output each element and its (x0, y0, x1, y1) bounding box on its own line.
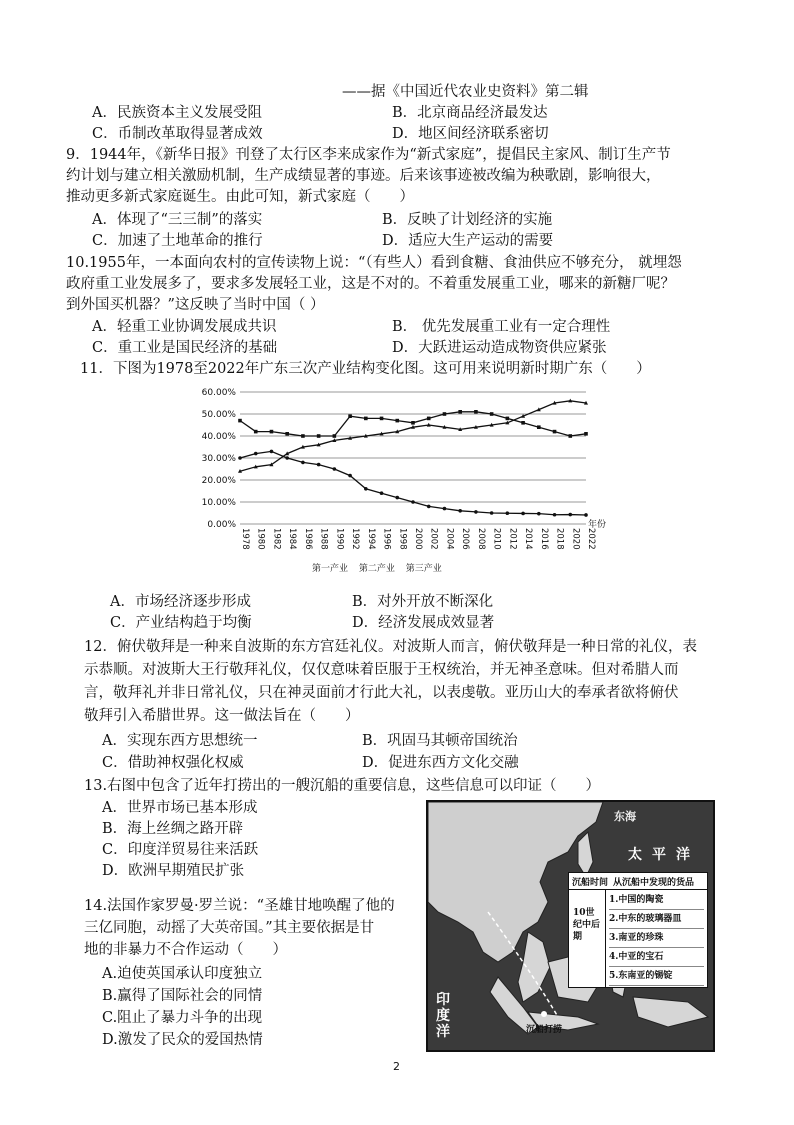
map-label-pacific: 太平洋 (628, 847, 700, 863)
data-point (254, 430, 258, 434)
y-tick-label: 0.00% (207, 520, 236, 530)
data-point (333, 467, 337, 471)
q14-option-c[interactable]: C.阻止了暴力斗争的出现 (102, 1010, 263, 1026)
q8-option-a[interactable]: A．民族资本主义发展受阻 (92, 105, 262, 121)
data-point (333, 434, 337, 438)
goods-item: 5.东南亚的锡锭 (609, 967, 704, 986)
q13-option-d[interactable]: D．欧洲早期殖民扩张 (102, 863, 245, 879)
source-citation: ——据《中国近代农业史资料》第二辑 (342, 84, 589, 100)
legend-series-3: 第三产业 (405, 564, 442, 574)
q12-stem-line1: 12．俯伏敬拜是一种来自波斯的东方宫廷礼仪。对波斯人而言，俯伏敬拜是一种日常的礼仪，表 (84, 639, 697, 655)
data-point (380, 491, 384, 495)
goods-item: 3.南亚的珍珠 (609, 929, 704, 948)
x-tick-label: 2006 (460, 528, 471, 550)
q8-option-d[interactable]: D．地区间经济联系密切 (392, 126, 549, 142)
data-point (443, 507, 447, 511)
x-tick-label: 1988 (318, 528, 329, 550)
goods-item: 4.中亚的宝石 (609, 948, 704, 967)
data-point (395, 496, 399, 500)
data-point (395, 419, 399, 423)
x-tick-label: 2014 (523, 528, 534, 550)
q10-option-c[interactable]: C．重工业是国民经济的基础 (92, 340, 278, 356)
q9-stem-line1: 9．1944年，《新华日报》刊登了太行区李来成家作为“新式家庭”，提倡民主家风、制订生产节 (66, 147, 671, 163)
data-point (364, 417, 368, 421)
q13-stem: 13.右图中包含了近年打捞出的一艘沉船的重要信息，这些信息可以印证（ ） (84, 778, 601, 794)
q9-stem-line3: 推动更多新式家庭诞生。由此可知，新式家庭（ ） (66, 189, 414, 205)
q12-option-b[interactable]: B．巩固马其顿帝国统治 (362, 733, 518, 749)
data-point (584, 513, 588, 517)
chart-svg (196, 384, 614, 562)
q8-option-b[interactable]: B．北京商品经济最发达 (392, 105, 548, 121)
data-point (458, 410, 462, 414)
shipwreck-goods-table (568, 872, 708, 988)
q8-option-c[interactable]: C．币制改革取得显著成效 (92, 126, 263, 142)
data-point (238, 419, 242, 423)
y-tick-label: 10.00% (201, 498, 236, 508)
data-point (537, 425, 541, 429)
data-point (553, 430, 557, 434)
x-tick-label: 2012 (507, 528, 518, 550)
data-point (521, 421, 525, 425)
x-tick-label: 2018 (554, 528, 565, 550)
x-tick-label: 1996 (381, 528, 392, 550)
table-goods-list (609, 891, 704, 986)
x-tick-label: 1992 (350, 528, 361, 550)
q12-option-c[interactable]: C．借助神权强化权威 (102, 755, 244, 771)
table-period: 10世纪中后期 (573, 908, 601, 942)
data-point (490, 412, 494, 416)
q9-option-d[interactable]: D．适应大生产运动的需要 (382, 233, 554, 249)
data-point (427, 505, 431, 509)
x-tick-label: 1998 (397, 528, 408, 550)
data-point (348, 474, 352, 478)
data-point (568, 434, 572, 438)
industry-structure-chart (196, 384, 614, 582)
x-tick-label: 2004 (444, 528, 455, 550)
page-number: 2 (393, 1060, 400, 1073)
data-point (521, 512, 525, 516)
legend-series-1: 第一产业 (312, 564, 349, 574)
goods-item: 2.中东的玻璃器皿 (609, 910, 704, 929)
q14-stem-line3: 地的非暴力不合作运动（ ） (84, 942, 287, 958)
q12-option-a[interactable]: A．实现东西方思想统一 (102, 733, 258, 749)
data-point (443, 412, 447, 416)
data-point (568, 513, 572, 517)
data-point (238, 456, 242, 460)
q9-option-c[interactable]: C．加速了土地革命的推行 (92, 233, 263, 249)
q13-option-b[interactable]: B．海上丝绸之路开辟 (102, 821, 244, 837)
table-period-cell (569, 889, 606, 987)
map-label-east-sea: 东海 (614, 810, 636, 823)
table-header-time: 沉船时间 (572, 878, 609, 888)
x-tick-label: 1990 (334, 528, 345, 550)
data-point (490, 511, 494, 515)
q13-option-c[interactable]: C．印度洋贸易往来活跃 (102, 842, 259, 858)
q11-option-b[interactable]: B．对外开放不断深化 (352, 594, 494, 610)
x-tick-label: 1982 (271, 528, 282, 550)
x-tick-label: 2000 (413, 528, 423, 550)
y-tick-label: 40.00% (201, 432, 236, 442)
data-point (411, 500, 415, 504)
series-line-1 (240, 451, 586, 515)
table-header (569, 873, 707, 890)
q14-stem-line1: 14.法国作家罗曼·罗兰说：“圣雄甘地唤醒了他的 (84, 898, 395, 914)
x-tick-label: 1980 (255, 528, 266, 550)
data-point (348, 414, 352, 418)
data-point (506, 417, 510, 421)
q10-option-d[interactable]: D．大跃进运动造成物资供应紧张 (392, 340, 607, 356)
data-point (506, 511, 510, 515)
x-tick-label: 2022 (586, 528, 596, 550)
map-label-shipwreck: 沉船打捞 (526, 1025, 563, 1035)
data-point (317, 463, 321, 467)
q14-option-d[interactable]: D.激发了民众的爱国热情 (102, 1032, 263, 1048)
data-point (474, 510, 478, 514)
data-point (270, 450, 274, 454)
x-tick-label: 1978 (240, 528, 250, 550)
data-point (584, 432, 588, 436)
table-header-goods: 从沉船中发现的货品 (613, 878, 695, 888)
data-point (317, 434, 321, 438)
data-point (458, 509, 462, 513)
data-point (285, 432, 289, 436)
data-point (301, 434, 305, 438)
q10-stem-line3: 到外国买机器？”这反映了当时中国（ ） (66, 297, 325, 313)
q12-option-d[interactable]: D．促进东西方文化交融 (362, 755, 519, 771)
x-tick-label: 2010 (491, 528, 502, 550)
x-tick-label: 1986 (302, 528, 313, 550)
y-tick-label: 50.00% (201, 410, 236, 420)
y-tick-label: 20.00% (201, 476, 236, 486)
y-tick-label: 30.00% (201, 454, 236, 464)
data-point (270, 430, 274, 434)
q12-stem-line4: 敬拜引入希腊世界。这一做法旨在（ ） (84, 708, 360, 724)
q11-option-c[interactable]: C．产业结构趋于均衡 (110, 615, 252, 631)
q14-option-a[interactable]: A.迫使英国承认印度独立 (102, 966, 263, 982)
x-tick-label: 1994 (365, 528, 376, 550)
q9-stem-line2: 约计划与建立相关激励机制，生产成绩显著的事迹。后来该事迹被改编为秧歌剧，影响很大， (66, 168, 661, 184)
y-tick-label: 60.00% (201, 388, 236, 398)
southeast-asia-trade-map (426, 800, 715, 1052)
q11-option-d[interactable]: D．经济发展成效显著 (352, 615, 495, 631)
chart-legend (312, 563, 450, 575)
legend-series-2: 第二产业 (358, 564, 395, 574)
x-tick-label: 2002 (428, 528, 439, 550)
data-point (474, 410, 478, 414)
data-point (537, 512, 541, 516)
data-point (364, 487, 368, 491)
map-label-indian-ocean: 印度洋 (436, 992, 450, 1040)
data-point (285, 456, 289, 460)
q11-stem: 11．下图为1978至2022年广东三次产业结构变化图。这可用来说明新时期广东（ ） (80, 361, 651, 377)
q10-stem-line2: 政府重工业发展多了，要求多发展轻工业，这是不对的。不着重发展重工业，哪来的新糖厂呢？ (66, 276, 675, 292)
data-point (380, 417, 384, 421)
q12-stem-line3: 言，敬拜礼并非日常礼仪，只在神灵面前才行此大礼，以表虔敬。亚历山大的奉承者欲将俯伏 (84, 685, 679, 701)
goods-item: 1.中国的陶瓷 (609, 891, 704, 910)
q9-option-a[interactable]: A．体现了“三三制”的落实 (92, 212, 263, 228)
x-tick-label: 2020 (570, 528, 581, 550)
data-point (301, 461, 305, 465)
x-tick-label: 1984 (287, 528, 298, 550)
data-point (411, 421, 415, 425)
q11-option-a[interactable]: A．市场经济逐步形成 (110, 594, 251, 610)
data-point (553, 513, 557, 517)
q14-option-b[interactable]: B.赢得了国际社会的同情 (102, 988, 263, 1004)
data-point (254, 452, 258, 456)
q10-option-b[interactable]: B． 优先发展重工业有一定合理性 (392, 319, 611, 335)
q10-option-a[interactable]: A．轻重工业协调发展成共识 (92, 319, 277, 335)
x-tick-label: 2016 (538, 528, 549, 550)
q14-stem-line2: 三亿同胞，动摇了大英帝国。”其主要依据是甘 (84, 920, 375, 936)
q10-stem-line1: 10.1955年，一本面向农村的宣传读物上说：“（有些人）看到食糖、食油供应不够充分， 就埋怨 (66, 255, 682, 271)
q9-option-b[interactable]: B．反映了计划经济的实施 (382, 212, 553, 228)
q13-option-a[interactable]: A．世界市场已基本形成 (102, 800, 258, 816)
x-tick-label: 2008 (475, 528, 486, 550)
data-point (427, 417, 431, 421)
x-axis-label: 年份 (588, 520, 607, 530)
q12-stem-line2: 示恭顺。对波斯大王行敬拜礼仪，仅仅意味着臣服于王权统治，并无神圣意味。但对希腊人而 (84, 662, 679, 678)
